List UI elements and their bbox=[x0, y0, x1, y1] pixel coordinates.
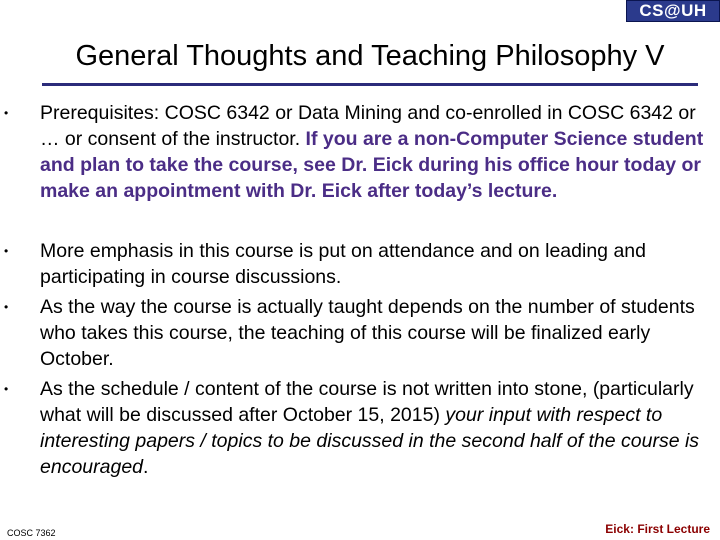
footer-course: COSC 7362 bbox=[7, 528, 56, 538]
bullet-text-italic: your input with respect to interesting papers / topics to be discussed in the second half of the course is encouraged bbox=[40, 404, 700, 478]
logo-text: CS@UH bbox=[639, 1, 707, 20]
bullet-text-end: . bbox=[143, 456, 149, 478]
cs-uh-logo bbox=[626, 0, 720, 22]
bullet-text-normal: As the schedule / content of the course is not written into stone, (particularly what will be discussed after October 15, 2015) bbox=[40, 378, 694, 426]
bullet-text-highlight: If you are a non-Computer Science student and plan to take the course, see Dr. Eick during his office hour today or make an appointment with Dr. Eick after today’s lecture. bbox=[40, 128, 704, 202]
title-underline bbox=[42, 83, 698, 86]
footer-lecture: Eick: First Lecture bbox=[605, 522, 710, 536]
bullet-text: As the way the course is actually taught depends on the number of students who takes this course, the teaching of this course will be finalized early October. bbox=[40, 296, 695, 370]
bullet-marker: • bbox=[4, 382, 9, 396]
bullet-text bbox=[40, 376, 716, 480]
bullet-marker: • bbox=[4, 244, 9, 258]
bullet-text-normal: Prerequisites: COSC 6342 or Data Mining and co-enrolled in COSC 6342 or … or consent of the instructor. bbox=[40, 102, 696, 150]
bullet-text: More emphasis in this course is put on attendance and on leading and participating in course discussions. bbox=[40, 240, 646, 288]
slide-title: General Thoughts and Teaching Philosophy V bbox=[75, 40, 665, 72]
bullet-marker: • bbox=[4, 300, 9, 314]
bullet-marker: • bbox=[4, 106, 9, 120]
bullet-text bbox=[40, 100, 716, 204]
